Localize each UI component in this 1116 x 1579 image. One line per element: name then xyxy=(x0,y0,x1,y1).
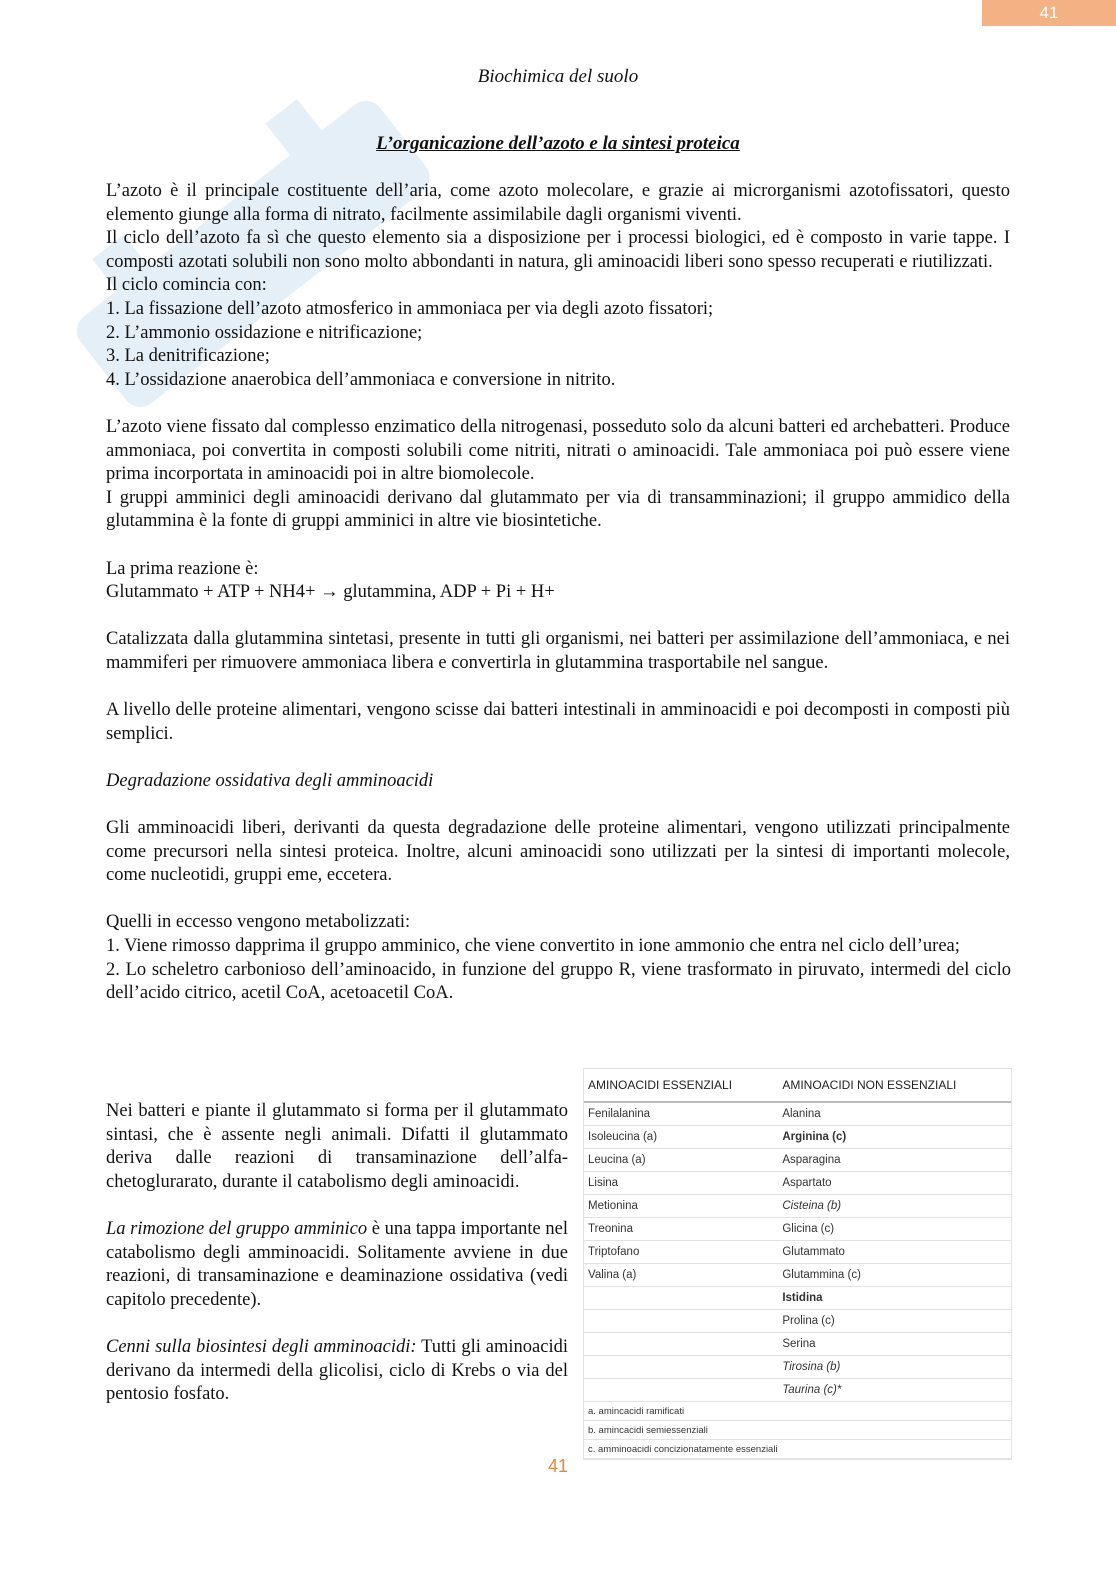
list-item: 1. La fissazione dell’azoto atmosferico in ammoniaca per via degli azoto fissatori; xyxy=(106,298,714,319)
table-row xyxy=(584,1310,1011,1333)
amino-acids-table xyxy=(583,1068,1012,1460)
table-cell: Fenilalanina xyxy=(584,1102,778,1126)
table-row xyxy=(584,1379,1011,1402)
table-cell: Lisina xyxy=(584,1172,778,1195)
list-item: 2. Lo scheletro carbonioso dell’aminoacido, in funzione del gruppo R, viene trasformato in piruvato, intermedi del ciclo dell’acido citrico, acetil CoA, acetoacetil CoA. xyxy=(106,959,1011,1004)
table-cell xyxy=(584,1310,778,1333)
table-cell: Asparagina xyxy=(778,1149,1011,1172)
table-cell: Metionina xyxy=(584,1195,778,1218)
paragraph: Il ciclo dell’azoto fa sì che questo elemento sia a disposizione per i processi biologici, ed è composto in varie tappe. I composti azotati solubili non sono molto abbondanti in natura, gli aminoacidi liberi sono spesso recuperati e riutilizzati. xyxy=(106,228,1010,272)
table-cell: Arginina (c) xyxy=(778,1126,1011,1149)
table-note: b. amincacidi semiessenziali xyxy=(584,1421,1011,1440)
paragraph: Catalizzata dalla glutammina sintetasi, presente in tutti gli organismi, nei batteri per assimilazione dell’ammoniaca, e nei mammiferi per rimuovere ammoniaca libera e convertirla in glutammina trasportabile nel sangue. xyxy=(106,629,1010,673)
table-cell: Alanina xyxy=(778,1102,1011,1126)
inline-text: è una tappa importante nel catabolismo degli amminoacidi. Solitamente avviene in due reazioni, di transaminazione e deaminazione ossidativa (vedi capitolo precedente). xyxy=(106,1218,568,1310)
table-row xyxy=(584,1218,1011,1241)
list-item: 3. La denitrificazione; xyxy=(106,346,270,367)
table-row xyxy=(584,1149,1011,1172)
table-row xyxy=(584,1264,1011,1287)
table-row xyxy=(584,1102,1011,1126)
table-cell: Glutammato xyxy=(778,1241,1011,1264)
table-note: c. amminoacidi concizionatamente essenziali xyxy=(584,1440,1011,1459)
table-row xyxy=(584,1333,1011,1356)
table-cell: Treonina xyxy=(584,1218,778,1241)
table-row xyxy=(584,1172,1011,1195)
table-cell: Cisteina (b) xyxy=(778,1195,1011,1218)
table-row xyxy=(584,1287,1011,1310)
table-row xyxy=(584,1195,1011,1218)
table-cell: Isoleucina (a) xyxy=(584,1126,778,1149)
paragraph: Nei batteri e piante il glutammato si forma per il glutammato sintasi, che è assente negli animali. Difatti il glutammato deriva dalle reazioni di transaminazione dell’alfa-chetoglurarato, durante il catabolismo degli aminoacidi. xyxy=(106,1101,568,1192)
table-header: AMINOACIDI ESSENZIALI xyxy=(584,1069,778,1102)
section-title: L’organicazione dell’azoto e la sintesi proteica xyxy=(376,133,740,154)
inline-text: Tutti gli aminoacidi derivano da intermedi della glicolisi, ciclo di Krebs o via del pentosio fosfato. xyxy=(106,1336,568,1405)
table-cell: Aspartato xyxy=(778,1172,1011,1195)
list-item: 4. L’ossidazione anaerobica dell’ammoniaca e conversione in nitrito. xyxy=(106,369,616,390)
page-number: 41 xyxy=(547,1456,569,1476)
table-note-row xyxy=(584,1421,1011,1440)
paragraph: L’azoto è il principale costituente dell’aria, come azoto molecolare, e grazie ai microrganismi azotofissatori, questo elemento giunge alla forma di nitrato, facilmente assimilabile dagli organismi viventi. xyxy=(106,181,1010,225)
table-row xyxy=(584,1241,1011,1264)
running-head: Biochimica del suolo xyxy=(477,66,639,87)
paragraph: Quelli in eccesso vengono metabolizzati: xyxy=(106,912,411,933)
table-cell: Leucina (a) xyxy=(584,1149,778,1172)
table-cell: Triptofano xyxy=(584,1241,778,1264)
table-note: a. amincacidi ramificati xyxy=(584,1402,1011,1421)
subsection-heading: Degradazione ossidativa degli amminoacidi xyxy=(106,770,434,791)
paragraph: L’azoto viene fissato dal complesso enzimatico della nitrogenasi, posseduto solo da alcuni batteri ed archebatteri. Produce ammoniaca, poi convertita in composti solubili come nitriti, nitrati o aminoacidi. Tale ammoniaca poi può essere viene prima incorportata in aminoacidi poi in altre biomolecole. xyxy=(106,416,1010,485)
table-cell: Tirosina (b) xyxy=(778,1356,1011,1379)
reaction-equation: Glutammato + ATP + NH4+ → glutammina, ADP + Pi + H+ xyxy=(106,582,555,603)
table-cell xyxy=(584,1333,778,1356)
table-cell xyxy=(584,1287,778,1310)
paragraph: Gli amminoacidi liberi, derivanti da questa degradazione delle proteine alimentari, vengono utilizzati principalmente come precursori nella sintesi proteica. Inoltre, alcuni aminoacidi sono utilizzati per la sintesi di importanti molecole, come nucleotidi, gruppi eme, eccetera. xyxy=(106,818,1010,886)
paragraph xyxy=(106,1218,568,1312)
table-cell: Istidina xyxy=(778,1287,1011,1310)
table-cell: Serina xyxy=(778,1333,1011,1356)
table-cell: Glicina (c) xyxy=(778,1218,1011,1241)
list-item: 1. Viene rimosso dapprima il gruppo amminico, che viene convertito in ione ammonio che entra nel ciclo dell’urea; xyxy=(106,936,960,956)
table-cell: Taurina (c)* xyxy=(778,1379,1011,1402)
left-column-text xyxy=(106,1100,568,1407)
list-item: 2. L’ammonio ossidazione e nitrificazione; xyxy=(106,322,423,343)
page-number-tab: 41 xyxy=(982,0,1116,26)
table-cell xyxy=(584,1356,778,1379)
table-cell: Glutammina (c) xyxy=(778,1264,1011,1287)
table-row xyxy=(584,1126,1011,1149)
table-cell: Prolina (c) xyxy=(778,1310,1011,1333)
table-note-row xyxy=(584,1402,1011,1421)
inline-italic: Cenni sulla biosintesi degli amminoacidi: xyxy=(106,1336,417,1357)
table-cell xyxy=(584,1379,778,1402)
paragraph: Il ciclo comincia con: xyxy=(106,275,267,296)
paragraph xyxy=(106,1336,568,1407)
paragraph: La prima reazione è: xyxy=(106,558,259,579)
main-text xyxy=(106,180,1010,1006)
paragraph: I gruppi amminici degli aminoacidi derivano dal glutammato per via di transamminazioni; il gruppo ammidico della glutammina è la fonte di gruppi amminici in altre vie biosintetiche. xyxy=(106,487,1010,532)
table-row xyxy=(584,1356,1011,1379)
table-cell: Valina (a) xyxy=(584,1264,778,1287)
table-header: AMINOACIDI NON ESSENZIALI xyxy=(778,1069,1011,1102)
inline-italic: La rimozione del gruppo amminico xyxy=(106,1218,368,1239)
paragraph: A livello delle proteine alimentari, vengono scisse dai batteri intestinali in amminoacidi e poi decomposti in composti più semplici. xyxy=(106,700,1010,744)
